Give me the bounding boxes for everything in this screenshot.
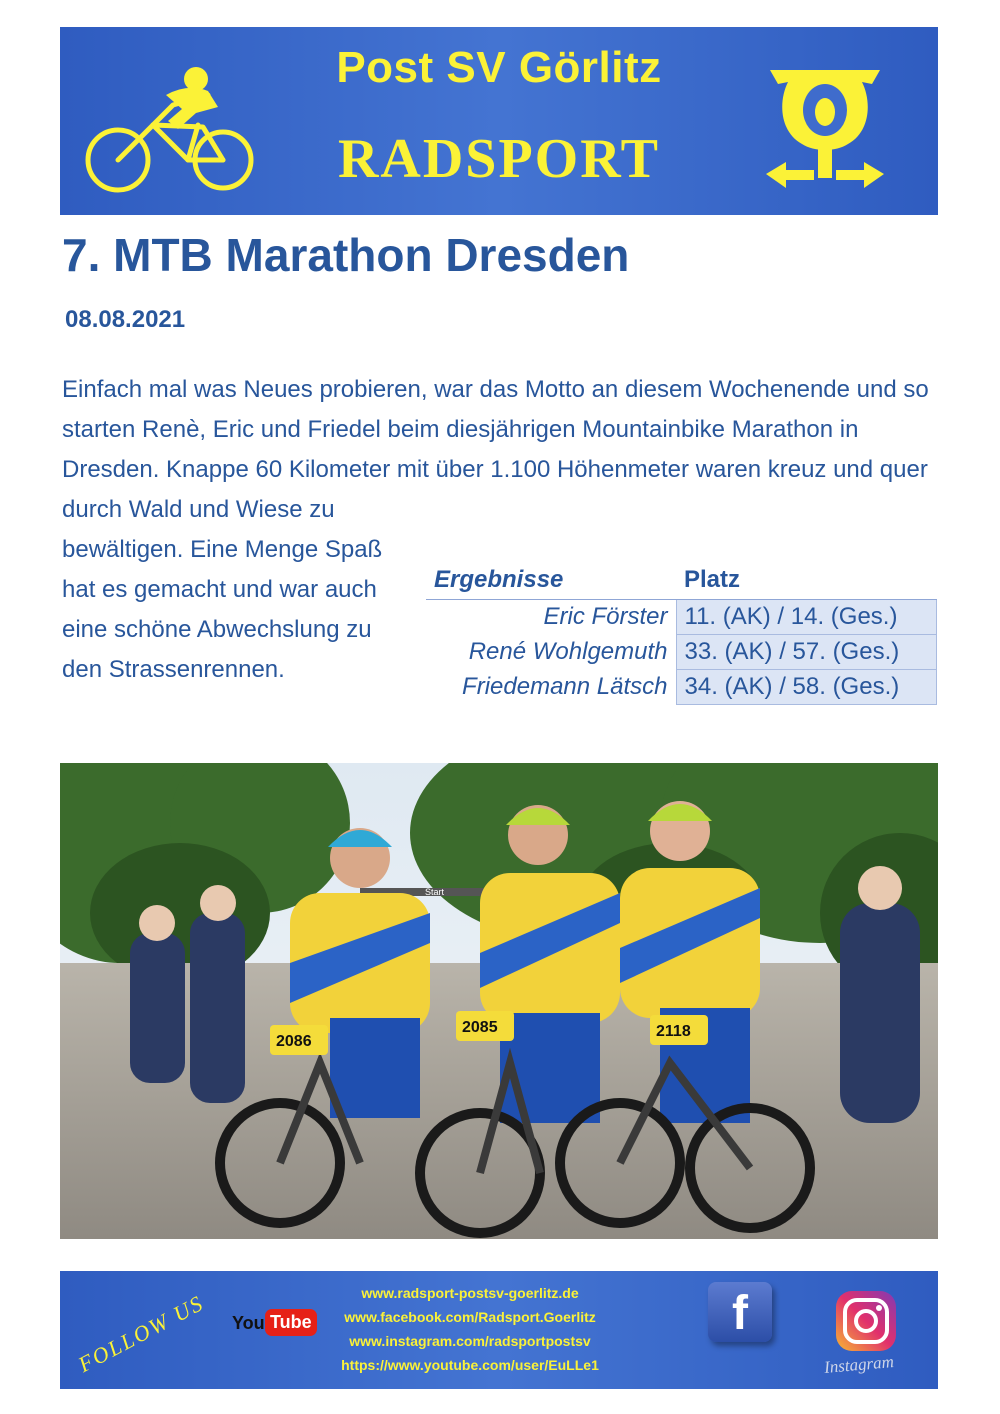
results-header-row xyxy=(426,563,936,600)
table-row xyxy=(426,635,936,670)
bib-number: 2086 xyxy=(276,1033,312,1050)
article-title: 7. MTB Marathon Dresden xyxy=(62,229,630,281)
website-link[interactable]: www.radsport-postsv-goerlitz.de xyxy=(361,1285,579,1301)
radsport-heading: RADSPORT xyxy=(337,128,661,190)
footer-links xyxy=(320,1281,620,1377)
article-date: 08.08.2021 xyxy=(65,306,186,333)
instagram-icon[interactable] xyxy=(832,1289,902,1353)
team-photo-illustration xyxy=(60,763,938,1239)
bib-number: 2118 xyxy=(656,1023,691,1040)
rider-name: Friedemann Lätsch xyxy=(462,673,668,700)
instagram-link[interactable]: www.instagram.com/radsportpostsv xyxy=(349,1333,591,1349)
follow-us-label: FOLLOW US xyxy=(73,1290,208,1378)
rider-name: Eric Förster xyxy=(543,603,668,631)
rider-place: 34. (AK) / 58. (Ges.) xyxy=(676,670,936,705)
posthorn-logo-icon xyxy=(760,62,890,197)
rider-name: René Wohlgemuth xyxy=(468,638,668,665)
results-header-place: Platz xyxy=(676,563,936,600)
youtube-you: You xyxy=(232,1313,265,1333)
start-sign: Start xyxy=(425,887,445,897)
club-name: Post SV Görlitz xyxy=(336,43,662,92)
rider-place: 33. (AK) / 57. (Ges.) xyxy=(676,635,936,670)
facebook-link[interactable]: www.facebook.com/Radsport.Goerlitz xyxy=(344,1309,596,1325)
footer-banner xyxy=(60,1271,938,1389)
youtube-icon[interactable] xyxy=(232,1308,312,1340)
results-header-name: Ergebnisse xyxy=(426,563,676,600)
header-banner xyxy=(60,27,938,215)
rider-place: 11. (AK) / 14. (Ges.) xyxy=(676,600,936,635)
table-row xyxy=(426,670,936,705)
article-continuation: bewältigen. Eine Menge Spaß hat es gemacht und war auch eine schöne Abwechslung zu den Strassenrennen. xyxy=(62,536,383,683)
youtube-link[interactable]: https://www.youtube.com/user/EuLLe1 xyxy=(341,1357,599,1373)
article-intro: Einfach mal was Neues probieren, war das Motto an diesem Wochenende und so starten Renè, Eric und Friedel beim diesjährigen Mountainbike Marathon in Dresden. Knappe 60 Kilometer mit über 1.100 Höhenmeter waren kreuz und quer durch Wald und Wiese zu xyxy=(62,376,929,523)
youtube-tube: Tube xyxy=(265,1309,317,1336)
team-photo xyxy=(60,763,938,1239)
facebook-icon[interactable]: f xyxy=(708,1282,772,1342)
results-table xyxy=(426,563,937,705)
bib-number: 2085 xyxy=(462,1019,498,1036)
instagram-label: Instagram xyxy=(823,1351,895,1378)
table-row xyxy=(426,600,936,635)
